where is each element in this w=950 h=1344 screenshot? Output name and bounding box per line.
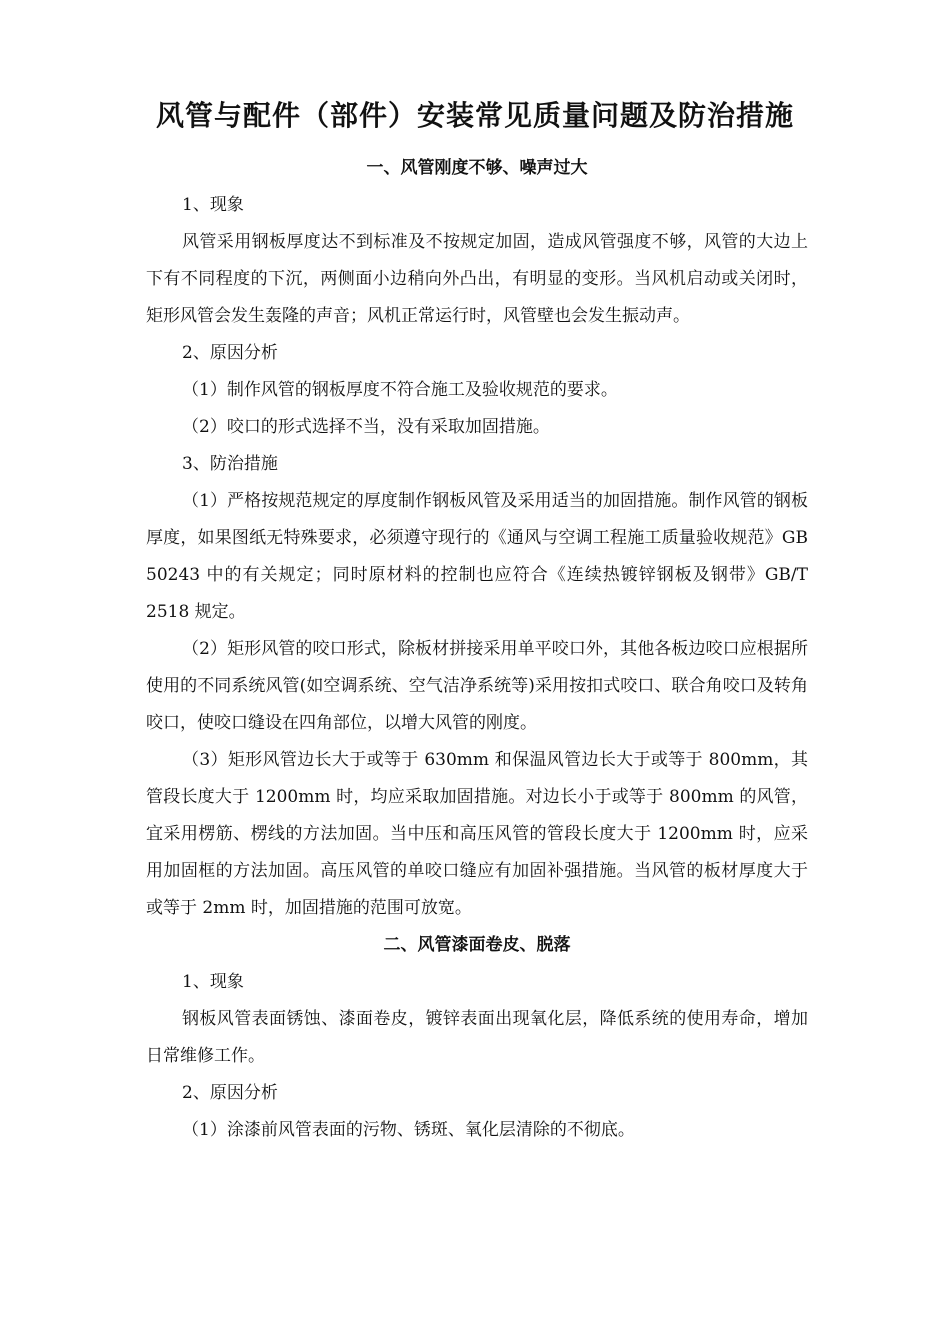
subsection-heading: 1、现象 xyxy=(182,195,244,215)
section-heading: 一、风管刚度不够、噪声过大 xyxy=(366,158,588,178)
list-item: （1）涂漆前风管表面的污物、锈斑、氧化层清除的不彻底。 xyxy=(182,1120,635,1140)
document-title: 风管与配件（部件）安装常见质量问题及防治措施 xyxy=(155,99,794,132)
document-body xyxy=(146,150,808,1149)
list-item: （1）制作风管的钢板厚度不符合施工及验收规范的要求。 xyxy=(182,380,618,400)
list-item: （2）咬口的形式选择不当，没有采取加固措施。 xyxy=(182,417,550,437)
subsection-heading: 1、现象 xyxy=(182,972,244,992)
list-item: （1）严格按规范规定的厚度制作钢板风管及采用适当的加固措施。制作风管的钢板厚度，如果图纸无特殊要求，必须遵守现行的《通风与空调工程施工质量验收规范》GB 50243 中的有关规定；同时原材料的控制也应符合《连续热镀锌钢板及钢带》GB/T 2518 规定。 xyxy=(146,491,808,622)
subsection-heading: 2、原因分析 xyxy=(182,1083,278,1103)
subsection-heading: 2、原因分析 xyxy=(182,343,278,363)
subsection-heading: 3、防治措施 xyxy=(182,454,278,474)
list-item: （2）矩形风管的咬口形式，除板材拼接采用单平咬口外，其他各板边咬口应根据所使用的不同系统风管(如空调系统、空气洁净系统等)采用按扣式咬口、联合角咬口及转角咬口，使咬口缝设在四角部位，以增大风管的刚度。 xyxy=(146,639,808,733)
paragraph: 钢板风管表面锈蚀、漆面卷皮，镀锌表面出现氧化层，降低系统的使用寿命，增加日常维修工作。 xyxy=(146,1009,808,1066)
section-heading: 二、风管漆面卷皮、脱落 xyxy=(383,935,571,955)
list-item: （3）矩形风管边长大于或等于 630mm 和保温风管边长大于或等于 800mm，其管段长度大于 1200mm 时，均应采取加固措施。对边长小于或等于 800mm 的风管，宜采用楞筋、楞线的方法加固。当中压和高压风管的管段长度大于 1200mm 时，应采用加固框的方法加固。高压风管的单咬口缝应有加固补强措施。当风管的板材厚度大于或等于 2mm 时，加固措施的范围可放宽。 xyxy=(146,750,808,918)
paragraph: 风管采用钢板厚度达不到标准及不按规定加固，造成风管强度不够，风管的大边上下有不同程度的下沉，两侧面小边稍向外凸出，有明显的变形。当风机启动或关闭时，矩形风管会发生轰隆的声音；风机正常运行时，风管壁也会发生振动声。 xyxy=(146,232,808,326)
